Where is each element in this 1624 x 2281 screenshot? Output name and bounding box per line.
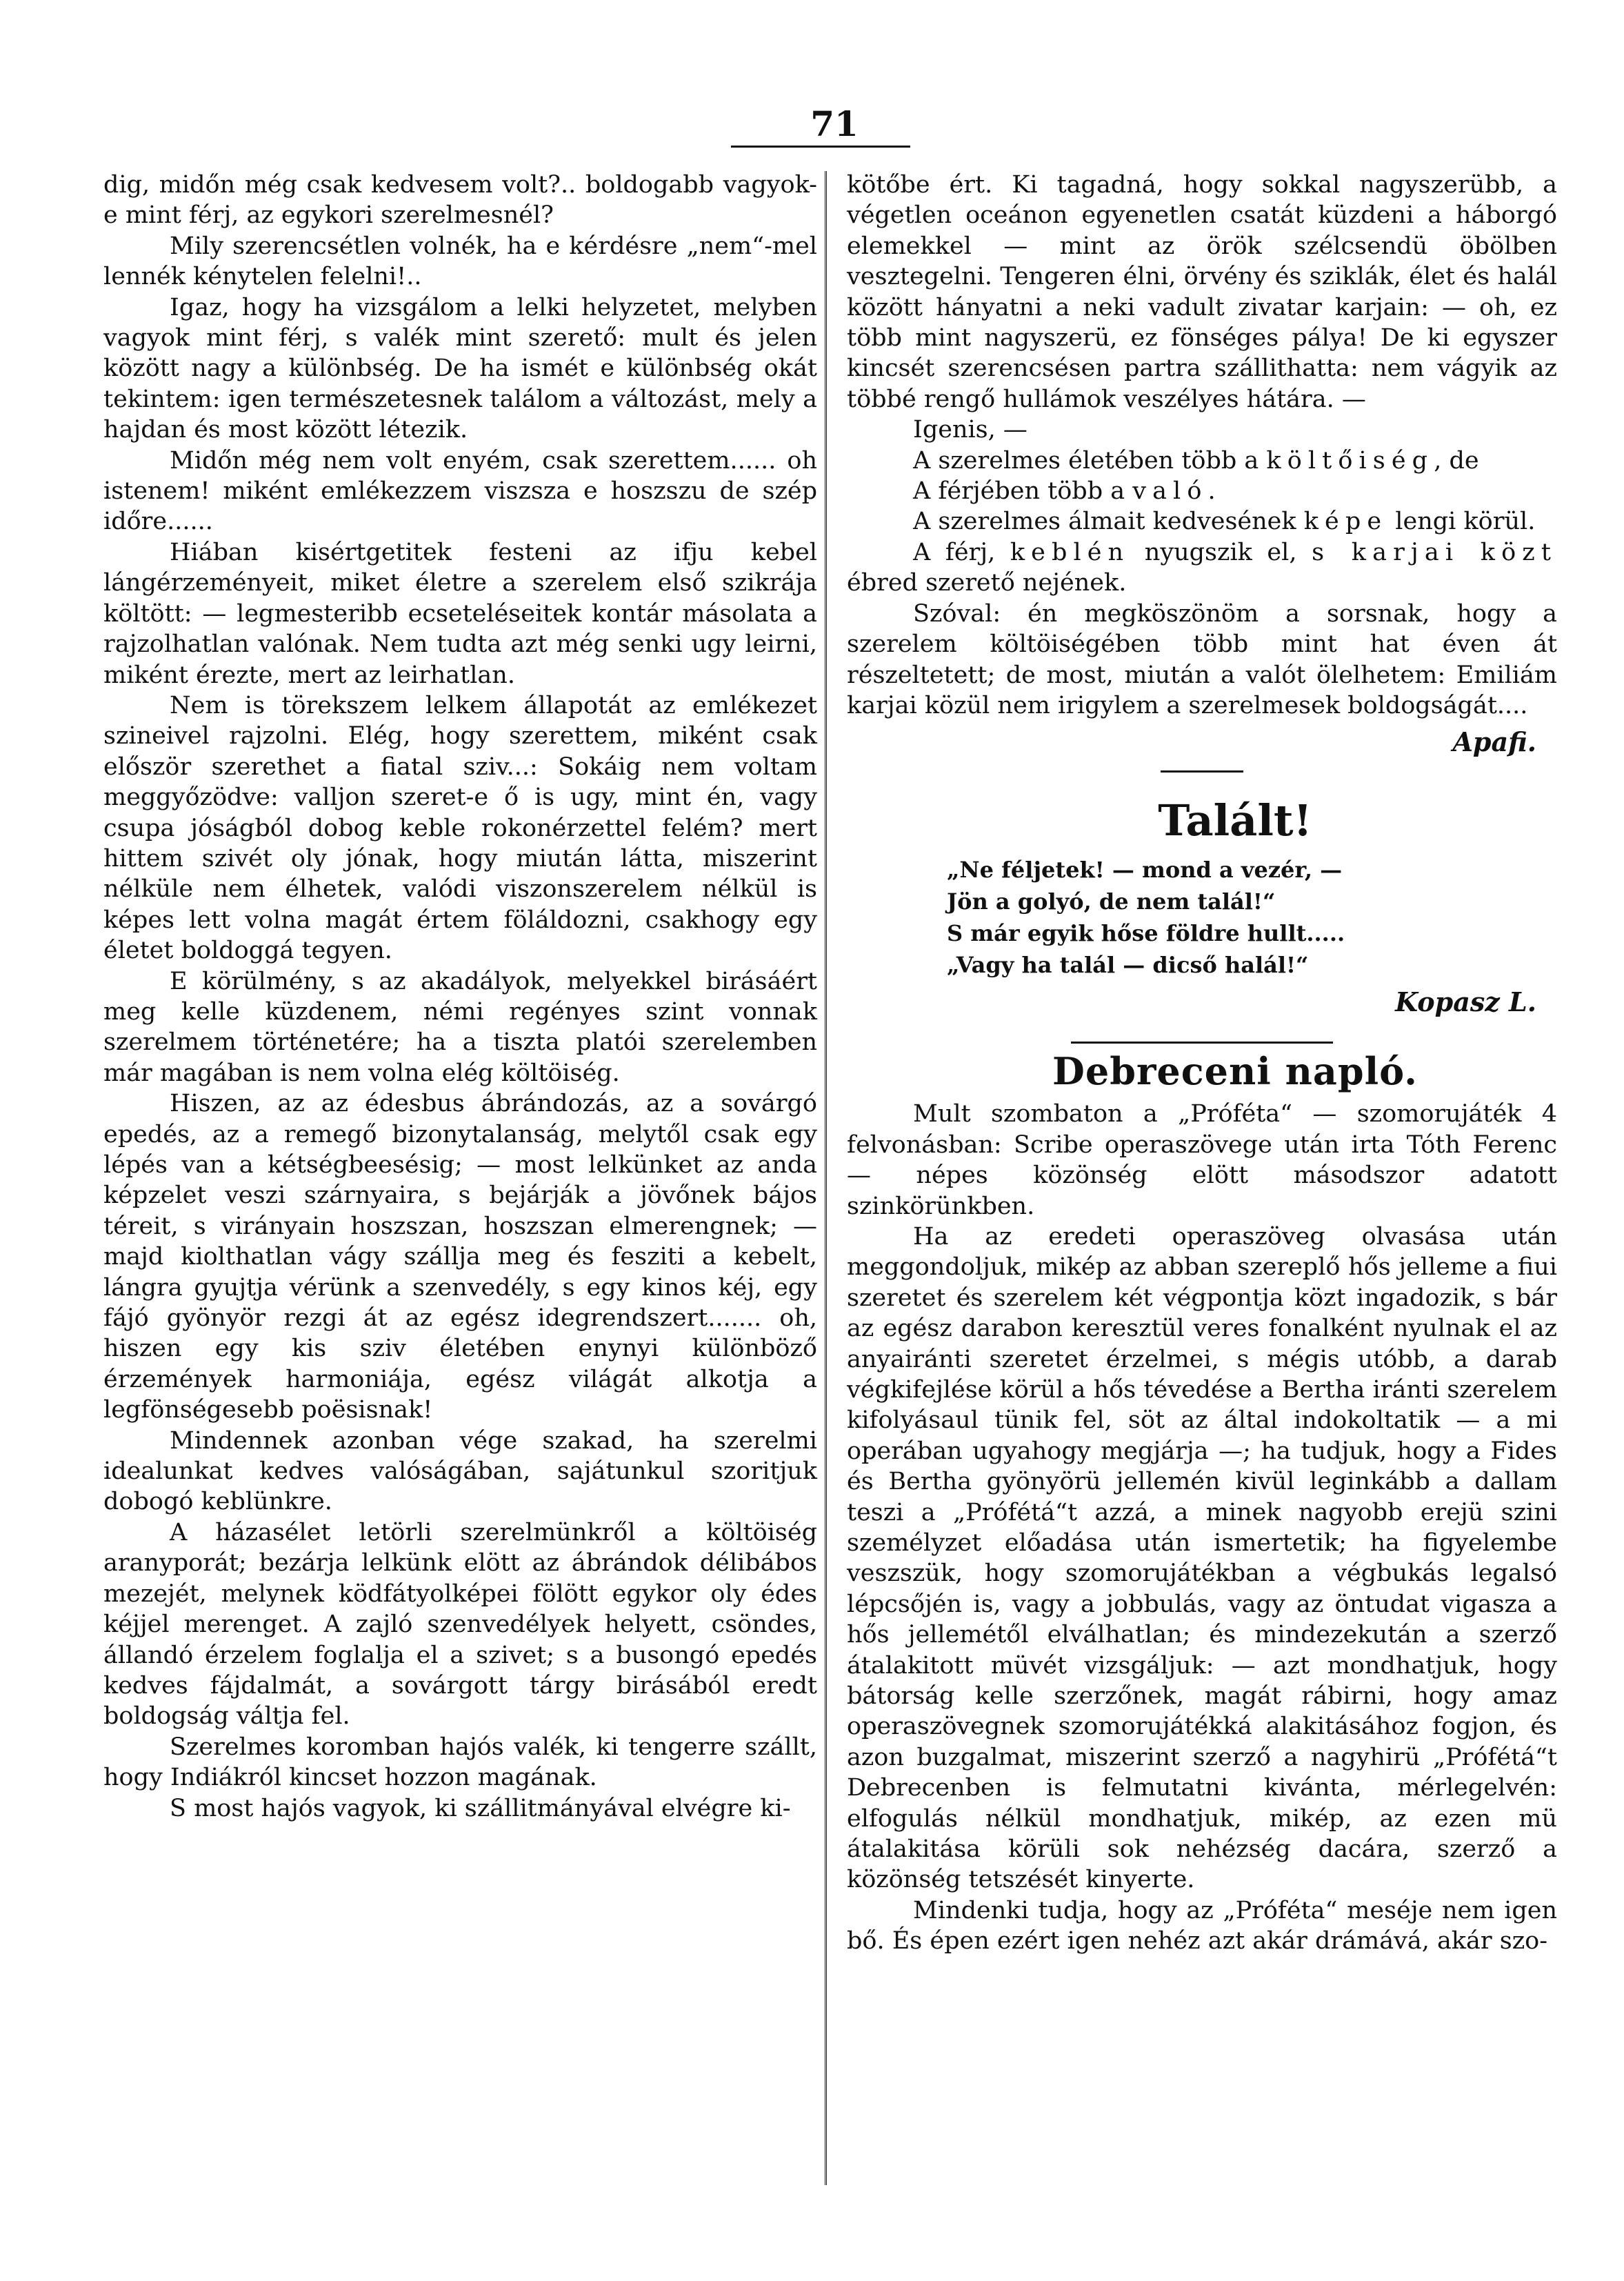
paragraph: Ha az eredeti operaszöveg olvasása után meggondoljuk, mikép az abban szereplő hős jelleme a fiui szeretet és szerelem két végpontja közt ingadozik, s bár az egész darabon keresztül veres fonalként nyulnak el az anyairánti szeretet érzelmei, s mégis utóbb, a darab végkifejlése körül a hős tévedése a Bertha iránti szerelem kifolyásaul tünik fel, söt az által indokoltatik — a mi operában ugyahogy megjárja —; ha tudjuk, hogy a Fides és Bertha gyönyörü jellemén kivül leginkább a dallam teszi a „Prófétá“t azzá, a minek nagyobb erejü szini személyzet előadása után ismertetik; ha figyelembe veszszük, hogy szomorujátékban a végbukás legalsó lépcsőjén is, vagy a jobbulás, vagy az öntudat vigasza a hős jellemétől elválhatlan; és mindezekután a szerző átalakitott müvét vizsgáljuk: — azt mondhatjuk, hogy bátorság kelle szerzőnek, magát rábirni, hogy amaz operaszövegnek szomorujátékká alakitásához fogjon, és azon buzgalmat, miszerint szerző a nagyhirü „Prófétá“t Debrecenben is felmutatni kivánta, mérlegelvén: elfogulás nélkül mondhatjuk, mikép, az ezen mü átalakitása körüli sok nehézség dacára, szerző a közönség tetszését kinyerte. (847, 1222, 1557, 1894)
paragraph: Igaz, hogy ha vizsgálom a lelki helyzetet, melyben vagyok mint férj, s valék mint szerető: mult és jelen között nagy a különbség. De ha ismét e különbség okát tekintem: igen természetesnek találom a változást, mely a hajdan és most között létezik. (103, 293, 817, 444)
poem (847, 854, 1557, 981)
paragraph: Mindennek azonban vége szakad, ha szerelmi idealunkat kedves valóságában, sajátunkul szoritjuk dobogó keblünkre. (103, 1426, 817, 1516)
poem-line: Jön a golyó, de nem talál!“ (947, 888, 1276, 915)
paragraph: Mindenki tudja, hogy az „Próféta“ meséje nem igen bő. És épen ezért igen nehéz azt akár drámává, akár szo- (847, 1896, 1557, 1955)
contrast-line: A férjében több a való. (913, 477, 1216, 506)
contrast-line: A szerelmes álmait kedvesének képe lengi körül. (913, 508, 1536, 536)
paragraph: Szerelmes koromban hajós valék, ki tengerre szállt, hogy Indiákról kincset hozzon magának. (103, 1733, 817, 1792)
paragraph: A házasélet letörli szerelmünkről a költöiség aranyporát; bezárja lelkünk elött az ábrándok délibábos mezejét, melynek ködfátyolképei fölött egykor oly édes kéjjel merenget. A zajló szenvedélyek helyett, csöndes, állandó érzelem foglalja el a szivet; s a busongó epedés kedves fájdalmát, a sovárgott tárgy birásából eredt boldogság váltja fel. (103, 1518, 817, 1731)
page-number: 71 (810, 103, 859, 144)
signature-apafi: Apafi. (1452, 726, 1536, 758)
paragraph: Mily szerencsétlen volnék, ha e kérdésre „nem“-mel lennék kénytelen felelni!.. (103, 232, 817, 291)
section-title-found: Talált! (1158, 795, 1312, 846)
contrast-line: A férj, keblén nyugszik el, s karjai közt ébred szerető nejének. (847, 538, 1557, 597)
header-rule (731, 146, 910, 148)
paragraph: kötőbe ért. Ki tagadná, hogy sokkal nagyszerübb, a végetlen oceánon egyenetlen csatát küzdeni a háborgó elemekkel — mint az örök szélcsendü öbölben vesztegelni. Tengeren élni, örvény és sziklák, élet és halál között hányatni a neki vadult zivatar karjain: — oh, ez több mint nagyszerü, ez fönséges pálya! De ki egyszer kincsét szerencsésen partra szállithatta: nem vágyik az többé rengő hullámok veszélyes hátára. — (847, 171, 1557, 413)
paragraph: E körülmény, s az akadályok, melyekkel birásáért meg kelle küzdenem, némi regényes szint vonnak szerelmem történetére; ha a tiszta platói szerelemben már magában is nem volna elég költöiség. (103, 967, 817, 1087)
section-title-diary: Debreceni napló. (1052, 1049, 1418, 1094)
column-divider (825, 171, 827, 2185)
right-column (847, 170, 1557, 1957)
section-rule (1161, 770, 1243, 773)
poem-line: „Ne féljetek! — mond a vezér, — (947, 857, 1343, 884)
paragraph: Mult szombaton a „Próféta“ — szomorujáték 4 felvonásban: Scribe operaszövege után irta Tóth Ferenc — népes közönség elött másodszor adatott szinkörünkben. (847, 1100, 1557, 1220)
poem-line: S már egyik hőse földre hullt..... (947, 920, 1345, 947)
paragraph: S most hajós vagyok, ki szállitmányával elvégre ki- (170, 1794, 791, 1822)
paragraph: Nem is törekszem lelkem állapotát az emlékezet szineivel rajzolni. Elég, hogy szerettem, miként csak először szerethet a fiatal sziv...: Sokáig nem voltam meggyőzödve: valljon szeret-e ő is ugy, mint én, vagy csupa jóságból dobog keble rokonérzettel felém? mert hittem szivét oly jónak, hogy miután látta, miszerint nélküle nem élhetek, valódi viszonszerelem nélkül is képes lett volna magát értem föláldozni, csakhogy egy életet boldoggá tegyen. (103, 691, 817, 965)
signature-kopasz: Kopasz L. (1395, 986, 1536, 1018)
left-column (103, 170, 817, 1824)
paragraph: Midőn még nem volt enyém, csak szerettem...... oh istenem! miként emlékezzem viszsza e hoszszu de szép időre...... (103, 446, 817, 536)
contrast-line: A szerelmes életében több a költőiség, de (913, 446, 1479, 475)
paragraph: Hiszen, az az édesbus ábrándozás, az a sovárgó epedés, az a remegő bizonytalanság, melytől csak egy lépés van a kétségbeesésig; — most lelkünket az anda képzelet veszi szárnyaira, s bejárják a jövőnek bájos téreit, s virányain hoszszan, hoszszan elmerengnek; — majd kiolthatlan vágy szállja meg és fesziti a kebelt, lángra gyujtja vérünk a szenvedély, s egy kinos kéj, egy fájó gyönyör rezgi át az egész idegrendszert....... oh, hiszen egy kis sziv életében enynyi különböző érzemények harmoniája, egész világát alkotja a legfönségesebb poësisnak! (103, 1090, 817, 1424)
paragraph: Igenis, — (913, 416, 1027, 444)
paragraph: Hiában kisértgetitek festeni az ifju kebel lángérzeményeit, miket életre a szerelem első szikrája költött: — legmesteribb ecseteléseitek kontár másolata a rajzolhatlan valónak. Nem tudta azt még senki ugy leirni, miként érezte, mert az leirhatlan. (103, 538, 817, 689)
paragraph: dig, midőn még csak kedvesem volt?.. boldogabb vagyok-e mint férj, az egykori szerelmesnél? (103, 171, 817, 230)
poem-line: „Vagy ha talál — dicső halál!“ (947, 952, 1309, 979)
paragraph: Szóval: én megköszönöm a sorsnak, hogy a szerelem költöiségében több mint hat éven át részeltetett; de most, miután a valót ölelhetem: Emiliám karjai közül nem irigylem a szerelmesek boldogságát.... (847, 599, 1557, 719)
